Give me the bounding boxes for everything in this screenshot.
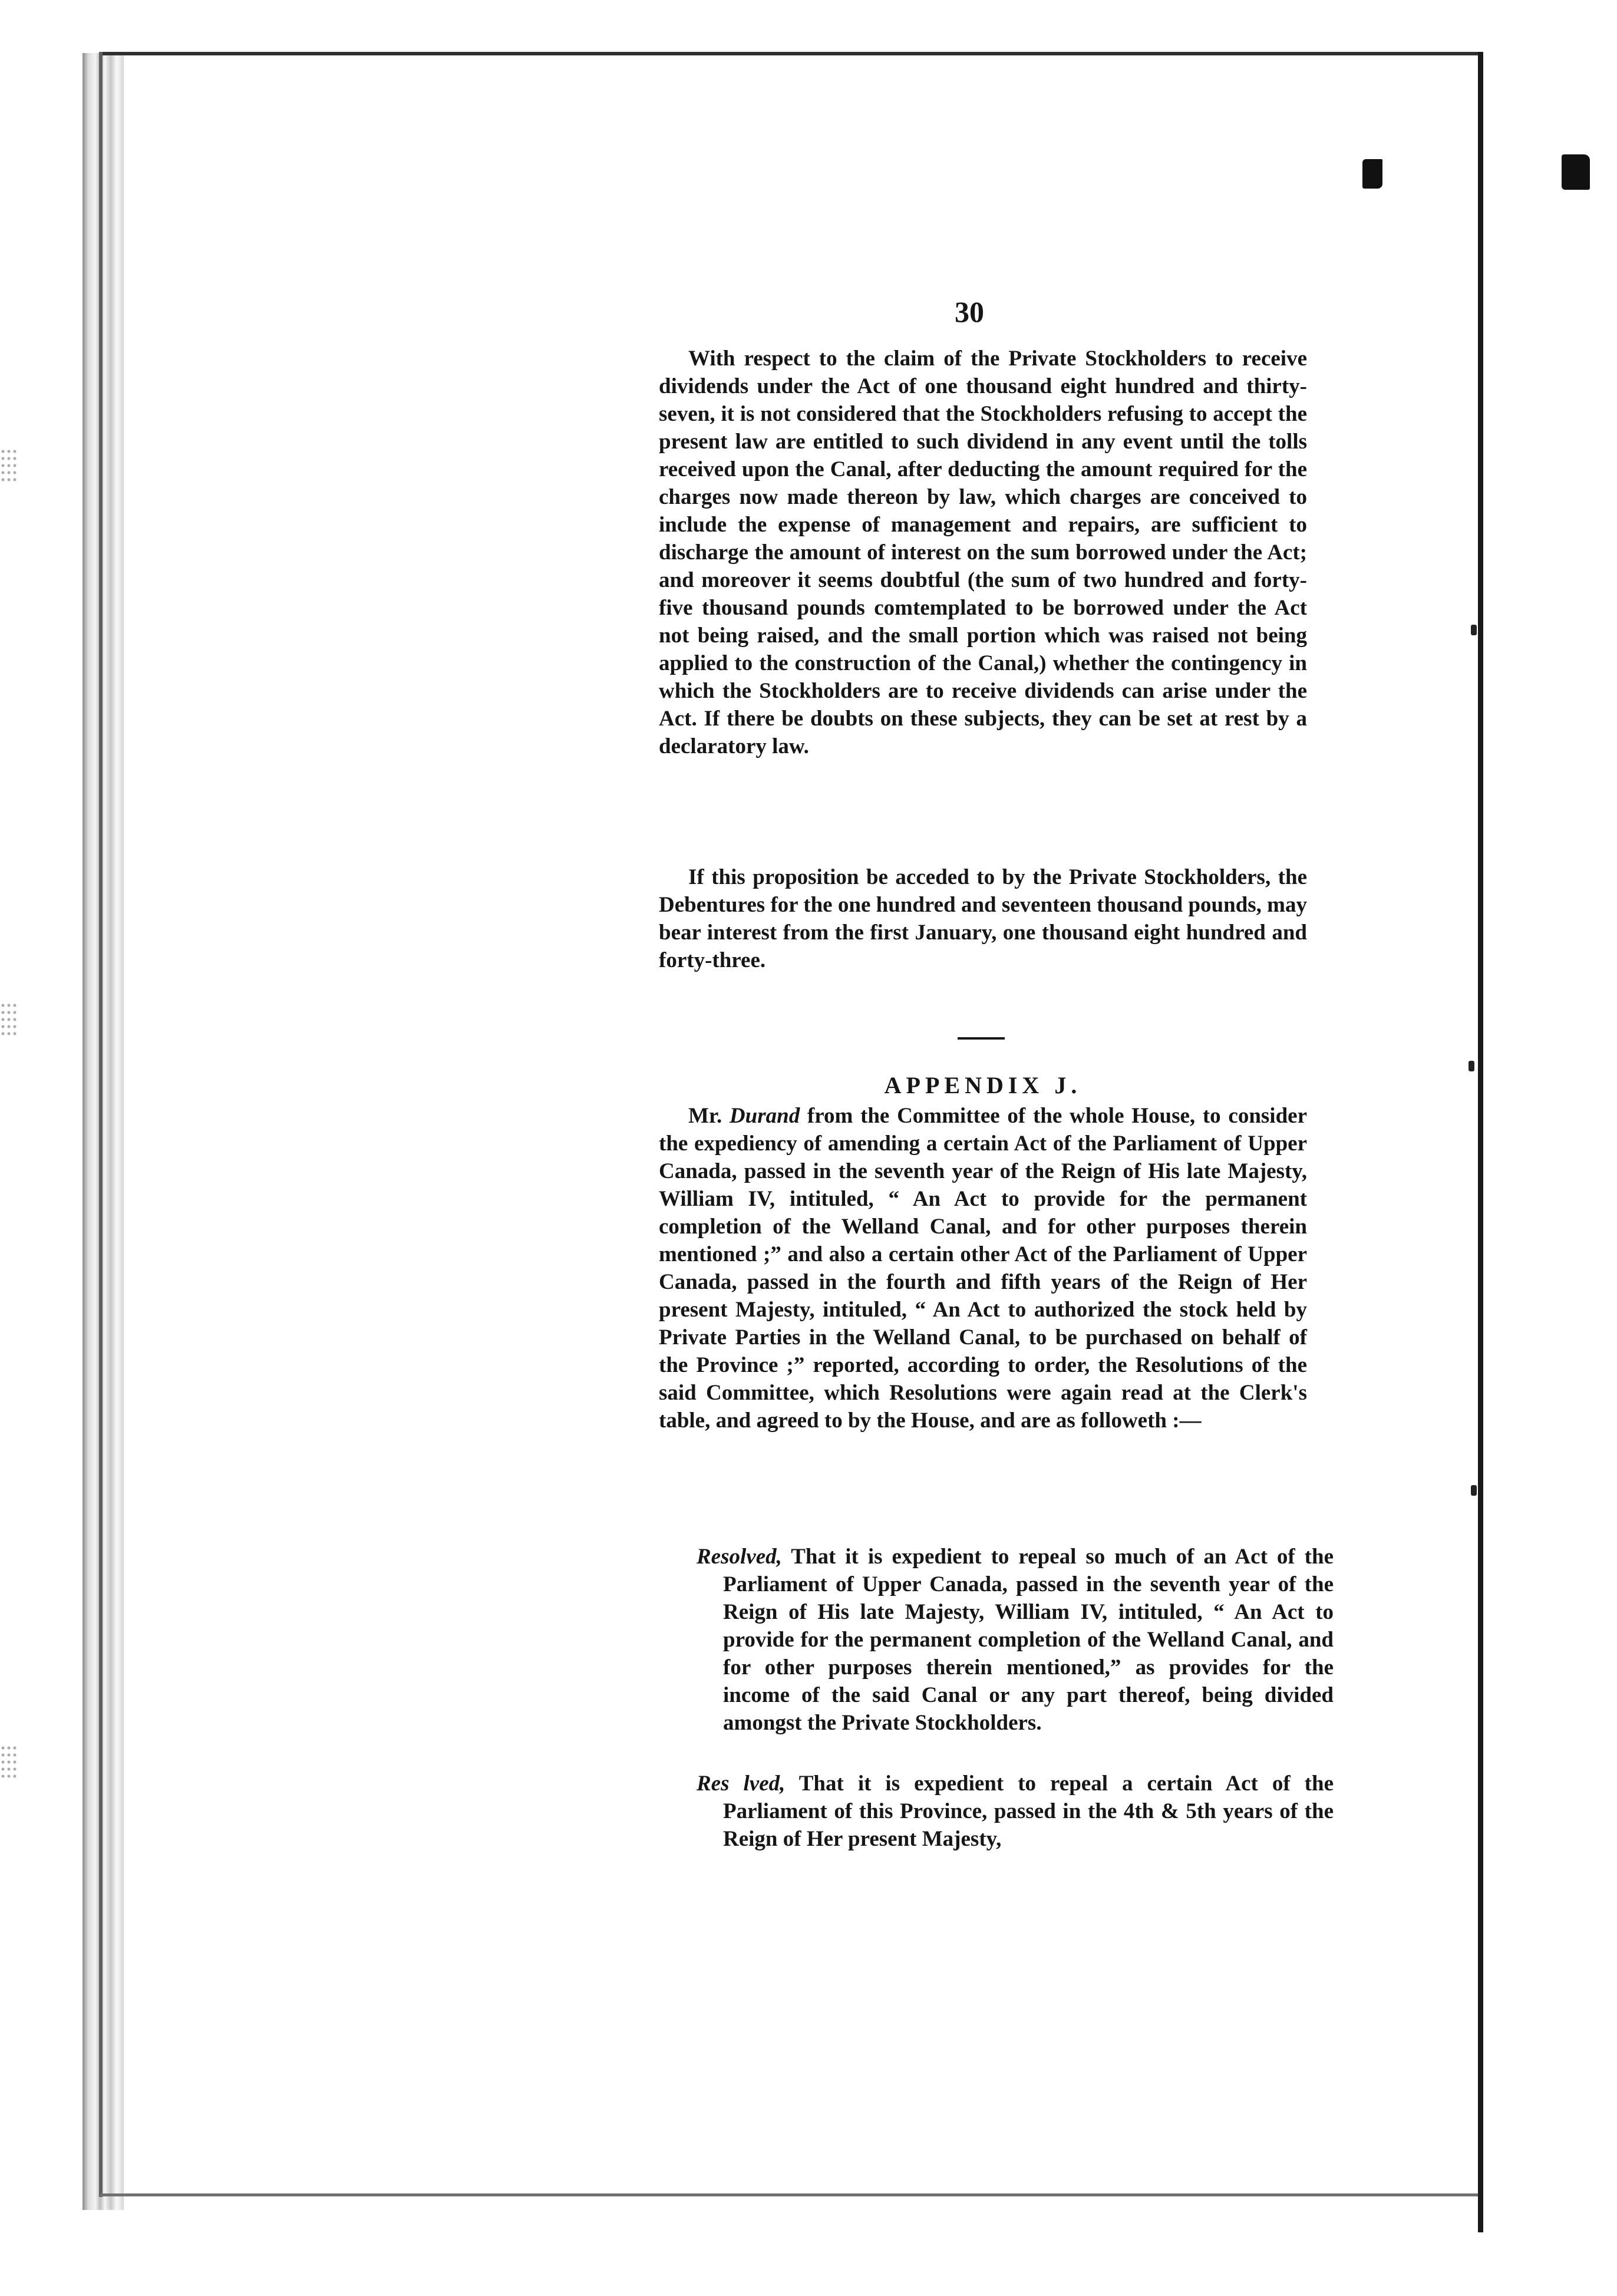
binding-tab-mark bbox=[1562, 154, 1590, 190]
page-bottom-edge bbox=[100, 2193, 1479, 2196]
page-top-edge bbox=[100, 52, 1479, 55]
scan-speckle bbox=[0, 448, 18, 483]
resolution-item bbox=[697, 1543, 1334, 1737]
edge-mark bbox=[1471, 1485, 1477, 1496]
paragraph-stockholders-claim: With respect to the claim of the Private Stockholders to receive dividends under the Act of one thousand eight hundred and thirty-seven, it is not considered that the Stockholders refusing to accept the present law are entitled to such dividend in any event until the tolls received upon the Canal, after deducting the amount required for the charges now made thereon by law, which charges are conceived to include the expense of management and repairs, are sufficient to discharge the amount of interest on the sum borrowed under the Act; and moreover it seems doubtful (the sum of two hundred and forty-five thousand pounds comtemplated to be borrowed under the Act not being raised, and the small portion which was raised not being applied to the construction of the Canal,) whether the contingency in which the Stockholders are to receive dividends can arise under the Act. If there be doubts on these subjects, they can be set at rest by a declaratory law. bbox=[659, 347, 1307, 758]
edge-mark bbox=[1468, 1061, 1474, 1071]
section-divider bbox=[958, 1037, 1005, 1040]
book-spine-edge bbox=[82, 53, 124, 2210]
intro-member-name: Durand bbox=[729, 1104, 800, 1128]
scan-speckle bbox=[0, 1002, 18, 1037]
intro-body: from the Committee of the whole House, to consider the expediency of amending a certain Act of the Parliament of Upper Canada, passed in the seventh year of the Reign of His late Majesty, William IV, intituled, “ An Act to provide for the permanent completion of the Welland Canal, and for other purposes therein mentioned ;” and also a certain other Act of the Parliament of Upper Canada, passed in the fourth and fifth years of the Reign of Her present Majesty, intituled, “ An Act to authorized the stock held by Private Parties in the Welland Canal, to be purchased on behalf of the Province ;” reported, according to order, the Resolutions of the said Committee, which Resolutions were again read at the Clerk's table, and agreed to by the House, and are as followeth :— bbox=[659, 1104, 1308, 1433]
resolution-text: That it is expedient to repeal a certain Act of the Parliament of this Province, passed in the 4th & 5th years of the Reign of Her present Majesty, bbox=[723, 1772, 1334, 1851]
binding-tab-mark bbox=[1362, 159, 1382, 189]
page-left-edge bbox=[99, 52, 103, 2197]
resolution-text: That it is expedient to repeal so much of an Act of the Parliament of Upper Canada, passed in the seventh year of the Reign of His late Majesty, William IV, intituled, “ An Act to provide for the permanent completion of the Welland Canal, and for other purposes therein mentioned,” as provides for the income of the said Canal or any part thereof, being divided amongst the Private Stockholders. bbox=[723, 1545, 1334, 1735]
resolution-item bbox=[697, 1770, 1334, 1853]
appendix-heading: APPENDIX J. bbox=[884, 1072, 1082, 1098]
scan-speckle bbox=[0, 1744, 18, 1780]
appendix-intro-paragraph bbox=[659, 1102, 1307, 1434]
page-number: 30 bbox=[955, 295, 984, 328]
resolution-lead: Res lved, bbox=[697, 1772, 786, 1796]
page-fold-line bbox=[1478, 52, 1483, 2232]
intro-title: Mr. bbox=[688, 1104, 722, 1128]
paragraph-debentures: If this proposition be acceded to by the Private Stockholders, the Debentures for the one hundred and seventeen thousand pounds, may bear interest from the first January, one thousand eight hundred and forty-three. bbox=[659, 865, 1307, 972]
resolution-lead: Resolved, bbox=[697, 1545, 782, 1569]
edge-mark bbox=[1471, 625, 1477, 635]
